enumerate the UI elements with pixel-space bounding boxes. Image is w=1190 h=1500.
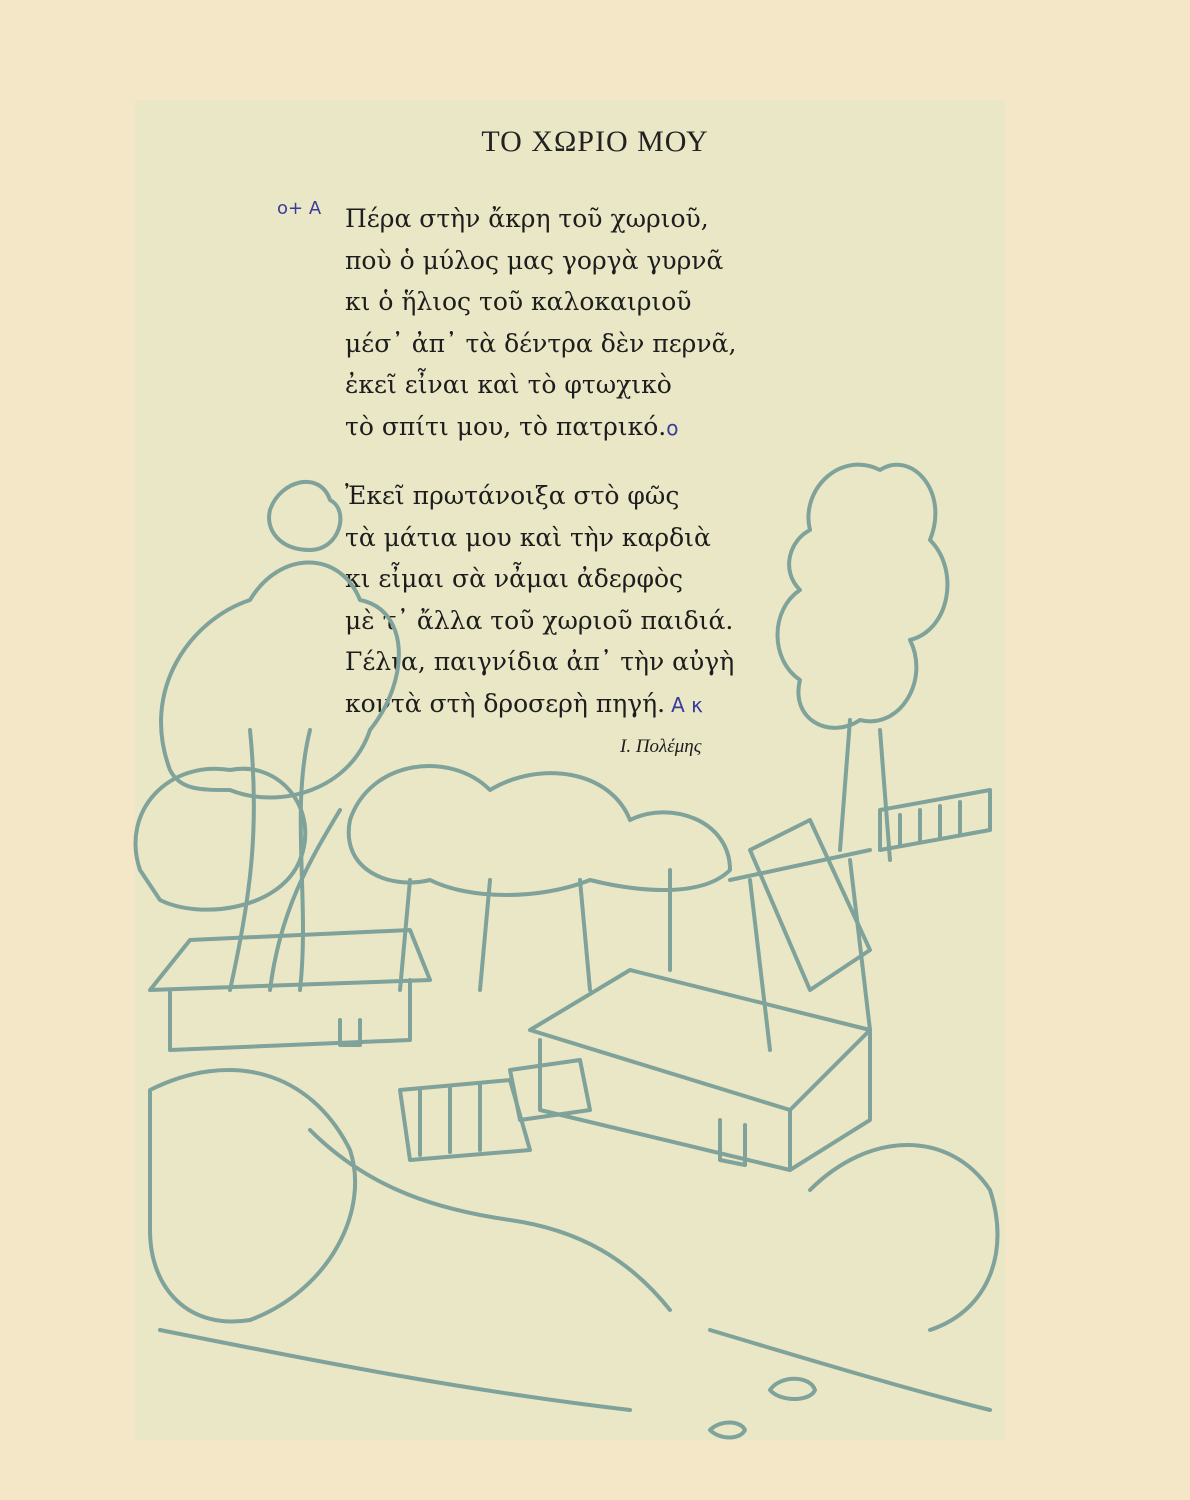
tree-foliage — [161, 563, 399, 798]
verse-line: Πέρα στὴν ἄκρη τοῦ χωριοῦ, — [345, 204, 709, 233]
verse-line: Γέλια, παιγνίδια ἀπ᾿ τὴν αὐγὴ — [345, 647, 735, 676]
hill — [810, 1145, 998, 1330]
verse-line: τὰ μάτια μου καὶ τὴν καρδιὰ — [345, 522, 711, 552]
tree-trunk — [840, 720, 890, 860]
village-mill-illustration — [110, 430, 1010, 1470]
verse-line: μὲ τ᾿ ἄλλα τοῦ χωριοῦ παιδιά. — [345, 605, 734, 635]
verse-line: κοντὰ στὴ δροσερὴ πηγή. — [345, 688, 666, 718]
verse-line: κι εἶμαι σὰ νἆμαι ἀδερφὸς — [345, 564, 684, 593]
verse-line: κι ὁ ἥλιος τοῦ καλοκαιριοῦ — [345, 287, 692, 316]
tree-foliage — [349, 766, 730, 895]
house-roof — [150, 930, 430, 990]
poem-title: ΤΟ ΧΩΡΙΟ ΜΟΥ — [481, 125, 709, 158]
hill — [150, 1070, 355, 1322]
verse-line: ἐκεῖ εἶναι καὶ τὸ φτωχικὸ — [345, 370, 672, 399]
bridge — [400, 1080, 530, 1160]
stone — [770, 1379, 815, 1399]
handwritten-mark-end-2: Α κ — [671, 692, 703, 717]
house-roof — [530, 970, 870, 1110]
tree-foliage — [778, 465, 948, 728]
stanza-1 — [345, 198, 736, 449]
verse-line: τὸ σπίτι μου, τὸ πατρικό. — [345, 411, 667, 441]
stone — [710, 1423, 745, 1438]
mill-railing — [880, 790, 990, 850]
author-name: Ι. Πολέμης — [620, 736, 702, 757]
handwritten-mark-end-1: ο — [666, 415, 679, 440]
ground-line — [160, 1330, 990, 1410]
mill-tower — [750, 820, 870, 990]
verse-line: μέσ᾿ ἀπ᾿ τὰ δέντρα δὲν περνᾶ, — [345, 328, 737, 358]
tree-foliage — [269, 482, 340, 550]
river — [310, 1130, 670, 1310]
mill-frame — [730, 850, 870, 1050]
verse-line: ποὺ ὁ μύλος μας γοργὰ γυρνᾶ — [345, 245, 724, 275]
verse-line: Ἐκεῖ πρωτάνοιξα στὸ φῶς — [345, 481, 680, 510]
house-wall — [170, 980, 410, 1050]
handwritten-mark-start: ο+ Α — [277, 198, 322, 219]
